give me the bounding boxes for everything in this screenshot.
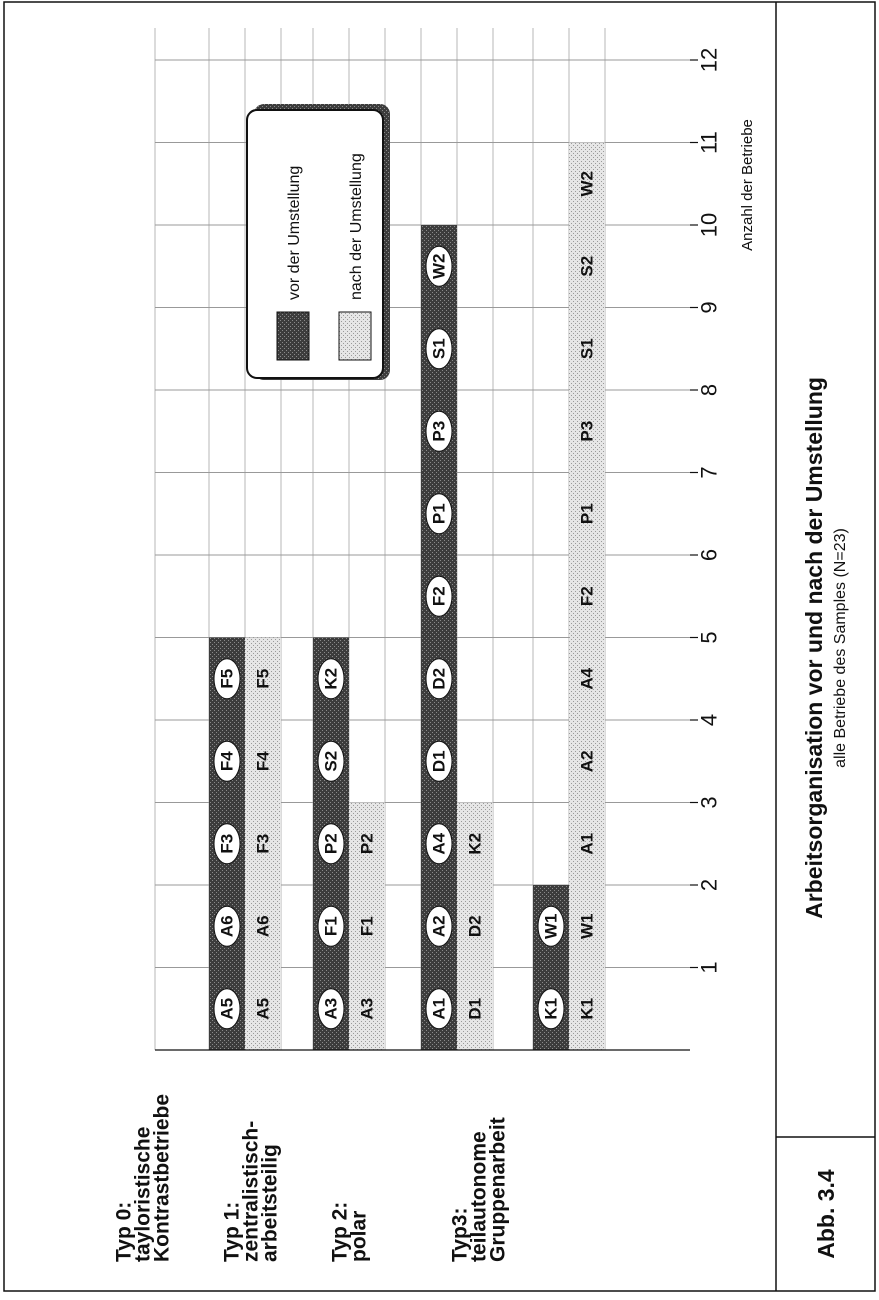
- legend-swatch-vor: [277, 312, 309, 360]
- bar-label: A5: [253, 997, 273, 1020]
- bar-label: S2: [321, 750, 341, 772]
- figure-label: Abb. 3.4: [813, 1169, 839, 1259]
- x-tick-label: 2: [696, 878, 722, 892]
- bar-label: F1: [357, 916, 377, 937]
- bar-label: W1: [577, 913, 597, 939]
- category-label: Typ 1:: [220, 1201, 244, 1262]
- bar-label: A1: [577, 832, 597, 855]
- bar-label: A1: [429, 997, 449, 1020]
- bar-label: A6: [217, 915, 237, 938]
- x-tick-label: 12: [696, 47, 722, 73]
- bar-label: S1: [429, 338, 449, 360]
- bar-label: W2: [429, 253, 449, 279]
- bar-label: A5: [217, 997, 237, 1020]
- x-tick-label: 10: [696, 212, 722, 238]
- bar-label: P3: [577, 420, 597, 442]
- bar-label: A6: [253, 915, 273, 938]
- bar-label: P1: [577, 503, 597, 525]
- x-tick-label: 8: [696, 383, 722, 397]
- legend-label-vor: vor der Umstellung: [286, 165, 303, 300]
- legend-swatch-nach: [339, 312, 371, 360]
- legend-label-nach: nach der Umstellung: [348, 153, 365, 300]
- x-axis-title: Anzahl der Betriebe: [739, 119, 756, 251]
- category-label: tayloristische: [131, 1126, 155, 1262]
- x-tick-label: 5: [696, 631, 722, 644]
- x-tick-label: 9: [696, 301, 722, 314]
- category-label: Kontrastbetriebe: [150, 1093, 174, 1262]
- bar-label: F4: [217, 751, 237, 772]
- category-label: zentralistisch-: [239, 1120, 263, 1262]
- bar-label: P2: [321, 833, 341, 855]
- bar-label: A2: [429, 915, 449, 938]
- chart-title: Arbeitsorganisation vor und nach der Umstellung: [801, 377, 827, 919]
- bar-label: F2: [429, 586, 449, 607]
- bar-label: W1: [541, 913, 561, 939]
- chart-subtitle: alle Betriebe des Samples (N=23): [832, 528, 849, 768]
- bar-label: D1: [429, 750, 449, 773]
- bar-label: K2: [321, 667, 341, 690]
- bar-label: F5: [217, 668, 237, 689]
- bar-label: P3: [429, 420, 449, 442]
- category-label: Typ3:: [448, 1207, 472, 1262]
- x-tick-label: 7: [696, 466, 722, 479]
- bar-label: W2: [577, 171, 597, 197]
- category-labels: [113, 1094, 510, 1262]
- bar-label: S2: [577, 255, 597, 277]
- bar-label: F1: [321, 916, 341, 937]
- bar-label: A2: [577, 750, 597, 773]
- category-label: teilautonome: [467, 1131, 491, 1262]
- bar-label: F3: [217, 833, 237, 854]
- category-label: Typ 2:: [328, 1201, 352, 1262]
- x-tick-label: 1: [696, 961, 722, 974]
- bar-label: A3: [321, 997, 341, 1020]
- bar-label: F2: [577, 586, 597, 607]
- bar-label: F3: [253, 833, 273, 854]
- bar-label: F4: [253, 751, 273, 772]
- bar-label: K1: [541, 997, 561, 1020]
- bar-label: A4: [577, 667, 597, 690]
- category-label: arbeitsteilig: [258, 1144, 282, 1262]
- category-label: polar: [347, 1210, 371, 1262]
- bar-label: K2: [465, 832, 485, 855]
- bar-label: A4: [429, 832, 449, 855]
- legend: [247, 104, 390, 380]
- bar-label: D1: [465, 997, 485, 1020]
- bar-label: D2: [465, 915, 485, 938]
- x-tick-label: 11: [696, 131, 722, 154]
- bar-label: D2: [429, 667, 449, 690]
- bar-label: A3: [357, 997, 377, 1020]
- bar-label: K1: [577, 997, 597, 1020]
- bar-label: S1: [577, 338, 597, 360]
- category-label: Gruppenarbeit: [486, 1117, 510, 1262]
- x-tick-label: 3: [696, 796, 722, 809]
- bar-label: P1: [429, 503, 449, 525]
- x-tick-label: 4: [696, 713, 722, 727]
- bar-label: F5: [253, 668, 273, 689]
- x-tick-label: 6: [696, 548, 722, 562]
- bar-label: P2: [357, 833, 377, 855]
- category-label: Typ 0:: [112, 1201, 136, 1262]
